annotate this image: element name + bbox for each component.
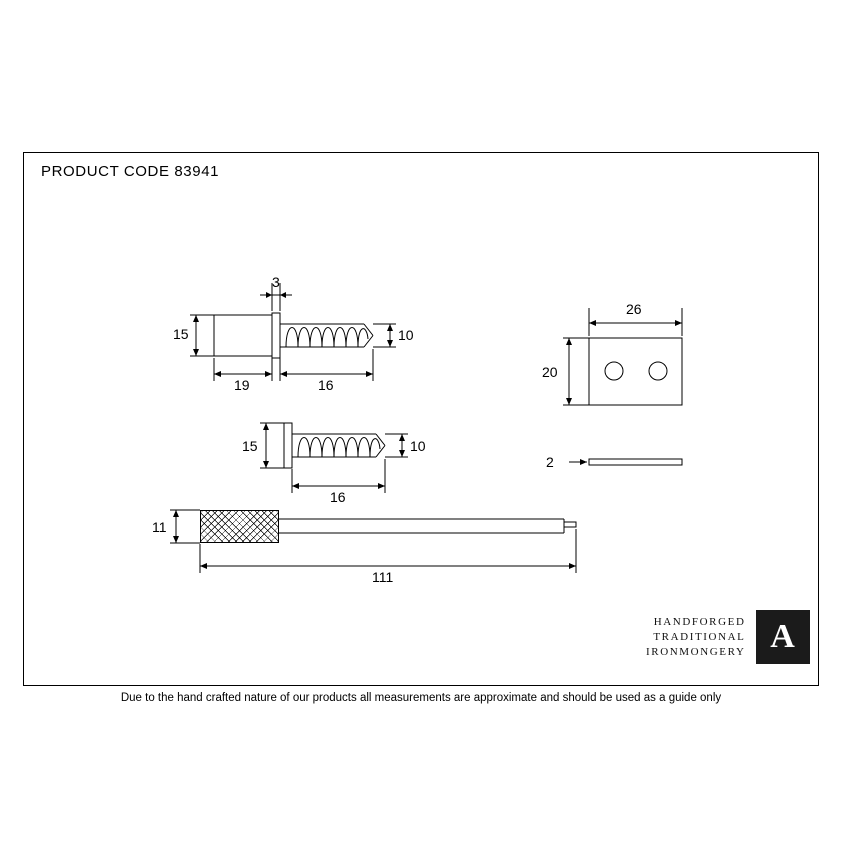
brand-logo-text <box>646 615 756 660</box>
dim-screw-diameter-2: 10 <box>410 438 426 454</box>
dim-sleeve-height: 15 <box>173 326 189 342</box>
anvil-icon <box>756 610 810 664</box>
dim-plate-width: 26 <box>626 301 642 317</box>
dim-screw-diameter-1: 10 <box>398 327 414 343</box>
dim-head-height: 15 <box>242 438 258 454</box>
dim-knurl-height: 11 <box>152 519 167 535</box>
brand-line-1: HANDFORGED <box>653 615 746 628</box>
brand-logo <box>646 608 796 666</box>
disclaimer-text: Due to the hand crafted nature of our products all measurements are approximate and should be used as a guide only <box>120 692 722 704</box>
dim-overall-length: 111 <box>372 569 394 585</box>
product-code: PRODUCT CODE 83941 <box>41 163 220 180</box>
dim-screw-length-1: 16 <box>318 377 334 393</box>
knurled-head <box>200 510 279 543</box>
brand-line-2: TRADITIONAL <box>653 630 746 643</box>
logo-mark-letter: A <box>770 618 795 655</box>
drawing-sheet <box>23 152 819 686</box>
dim-plate-thickness: 2 <box>546 454 554 470</box>
drawing-vectors <box>24 153 820 687</box>
dim-collar-width: 3 <box>272 274 280 290</box>
brand-line-3: IRONMONGERY <box>646 645 746 658</box>
dim-sleeve-length: 19 <box>234 377 250 393</box>
dim-plate-height: 20 <box>542 364 558 380</box>
dim-screw-length-2: 16 <box>330 489 346 505</box>
